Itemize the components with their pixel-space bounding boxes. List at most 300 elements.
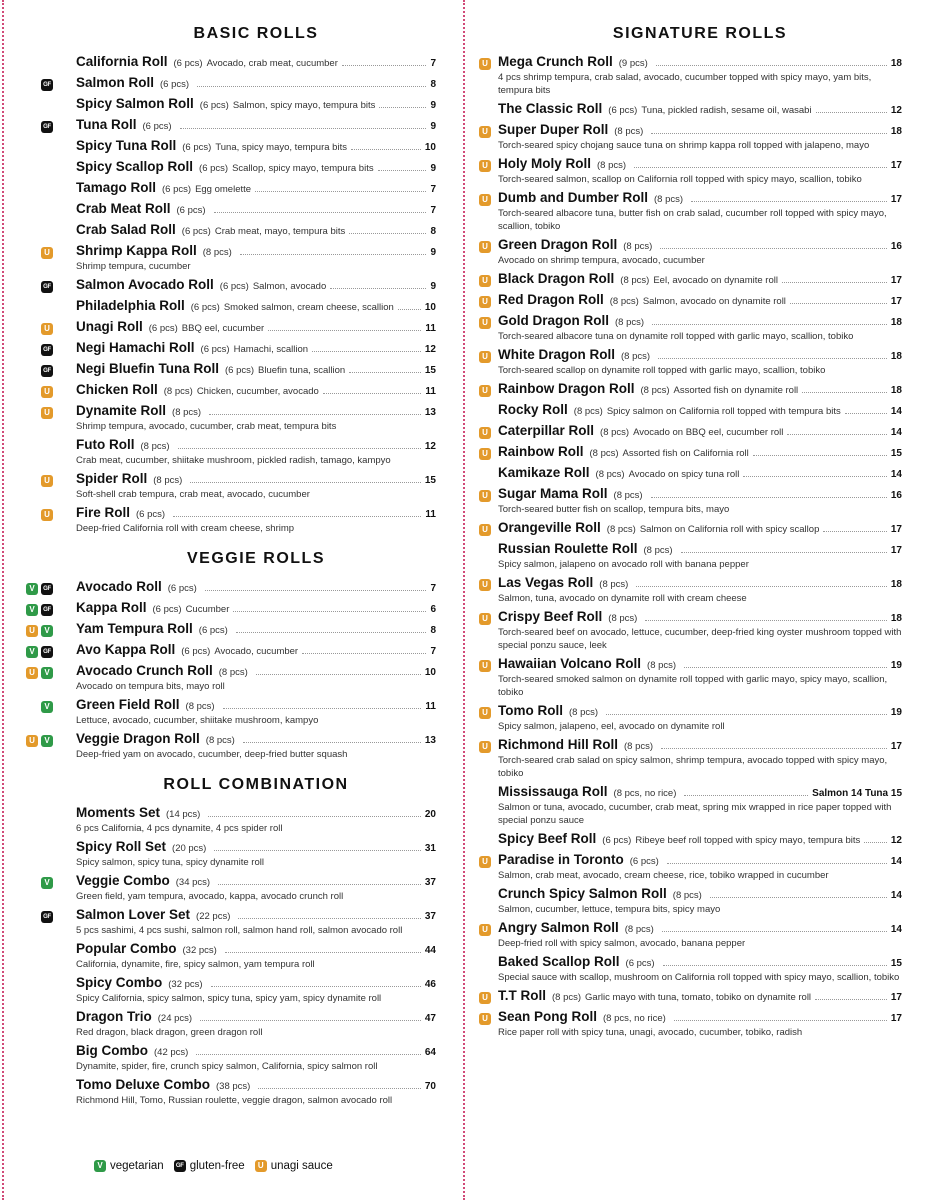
item-description: Avocado, cucumber <box>214 646 299 657</box>
dot-leader <box>379 107 426 108</box>
menu-item[interactable] <box>482 444 902 465</box>
item-price: 11 <box>425 386 436 397</box>
item-name: Caterpillar Roll <box>498 423 595 438</box>
menu-item[interactable] <box>76 1043 436 1077</box>
item-subtext: Avocado on shrimp tempura, avocado, cucumber <box>498 255 705 266</box>
item-name: Salmon Roll <box>76 75 155 90</box>
item-count: (32 pcs) <box>182 945 217 956</box>
menu-item[interactable] <box>482 381 902 402</box>
item-badges <box>41 475 53 487</box>
item-description: Spicy salmon on California roll topped with tempura bits <box>606 406 841 417</box>
dot-leader <box>190 482 421 483</box>
menu-item[interactable] <box>482 190 902 237</box>
item-subtext: Spicy California, spicy salmon, spicy tuna, spicy yam, spicy dynamite roll <box>76 993 382 1004</box>
item-line <box>76 96 436 117</box>
menu-item[interactable] <box>76 839 436 873</box>
item-count: (14 pcs) <box>166 809 201 820</box>
unagi-sauce-icon: U <box>479 1013 491 1025</box>
menu-item[interactable] <box>76 298 436 319</box>
item-badges <box>26 583 53 595</box>
menu-item[interactable] <box>498 784 902 831</box>
gluten-free-icon: GF <box>41 121 53 133</box>
unagi-sauce-icon: U <box>479 856 491 868</box>
dot-leader <box>634 167 887 168</box>
item-name: Tuna Roll <box>76 117 137 132</box>
menu-item[interactable] <box>44 873 436 907</box>
item-price: 7 <box>430 646 436 657</box>
dot-leader <box>197 86 426 87</box>
item-description: Egg omelette <box>195 184 252 195</box>
item-name: Paradise in Toronto <box>498 852 624 867</box>
unagi-sauce-icon: U <box>41 509 53 521</box>
item-name: Spicy Beef Roll <box>498 831 597 846</box>
menu-item[interactable] <box>44 403 436 437</box>
item-price: 14 <box>890 427 902 438</box>
item-badges <box>479 385 491 397</box>
item-name: Popular Combo <box>76 941 177 956</box>
menu-item[interactable] <box>43 117 436 138</box>
section-heading: VEGGIE ROLLS <box>186 550 325 567</box>
dot-leader <box>782 282 887 283</box>
item-badges <box>479 660 491 672</box>
item-price: 9 <box>430 121 436 132</box>
vegetarian-icon: V <box>41 735 53 747</box>
item-name: Hawaiian Volcano Roll <box>498 656 642 671</box>
item-badges <box>479 160 491 172</box>
menu-item[interactable] <box>482 852 902 886</box>
item-subtext: Torch-seared scallop on dynamite roll topped with garlic mayo, scallion, tobiko <box>498 365 826 376</box>
item-badges <box>479 275 491 287</box>
dot-leader <box>342 65 427 66</box>
menu-item[interactable] <box>482 520 902 541</box>
dot-leader <box>302 653 426 654</box>
item-name: Spicy Combo <box>76 975 163 990</box>
item-name: T.T Roll <box>498 988 546 1003</box>
legend-label: unagi sauce <box>270 1160 333 1172</box>
item-subtext: 4 pcs shrimp tempura, crab salad, avocado, cucumber topped with spicy mayo, yam bits, tempura bits <box>498 72 872 96</box>
menu-item[interactable] <box>76 1077 436 1111</box>
unagi-sauce-icon: U <box>479 924 491 936</box>
dot-leader <box>787 434 886 435</box>
item-name: Mega Crunch Roll <box>498 54 613 69</box>
dot-leader <box>674 1020 887 1021</box>
item-name: Green Dragon Roll <box>498 237 618 252</box>
menu-item[interactable] <box>29 600 436 621</box>
item-count: (8 pcs) <box>140 441 170 452</box>
left-column <box>29 14 436 1111</box>
gluten-free-icon: GF <box>41 604 53 616</box>
menu-item[interactable] <box>76 159 436 180</box>
item-name: Richmond Hill Roll <box>498 737 618 752</box>
dot-leader <box>753 455 887 456</box>
item-name: Veggie Dragon Roll <box>76 731 200 746</box>
unagi-sauce-icon: U <box>479 58 491 70</box>
menu-item[interactable] <box>76 222 436 243</box>
menu-item[interactable] <box>44 697 436 731</box>
dot-leader <box>645 620 887 621</box>
menu-item[interactable] <box>498 954 902 988</box>
menu-item[interactable] <box>76 941 436 975</box>
item-name: Veggie Combo <box>76 873 170 888</box>
item-count: (6 pcs) <box>162 184 192 195</box>
menu-item[interactable] <box>44 243 436 277</box>
item-subtext: Torch-seared smoked salmon on dynamite roll topped with garlic mayo, spicy mayo, scallion, tobiko <box>498 674 888 698</box>
menu-item[interactable] <box>482 609 902 656</box>
item-name: Las Vegas Roll <box>498 575 594 590</box>
item-count: (8 pcs) <box>185 701 215 712</box>
item-price: 9 <box>430 163 436 174</box>
item-description: Cucumber <box>185 604 230 615</box>
item-badges <box>41 121 53 133</box>
unagi-sauce-icon: U <box>479 385 491 397</box>
item-subtext: California, dynamite, fire, spicy salmon, yam tempura roll <box>76 959 315 970</box>
item-badges <box>479 58 491 70</box>
item-name: Orangeville Roll <box>498 520 601 535</box>
item-count: (6 pcs) <box>176 205 206 216</box>
veggie-rolls-section <box>29 539 436 765</box>
item-badges <box>479 992 491 1004</box>
menu-item[interactable] <box>29 731 436 765</box>
item-badges <box>479 924 491 936</box>
item-badges <box>479 194 491 206</box>
dot-leader <box>255 191 426 192</box>
item-count: (8 pcs) <box>608 613 638 624</box>
item-price: 17 <box>890 992 902 1003</box>
item-name: Philadelphia Roll <box>76 298 185 313</box>
item-line <box>76 54 436 75</box>
item-subtext: Dynamite, spider, fire, crunch spicy salmon, California, spicy salmon roll <box>76 1061 378 1072</box>
menu-item[interactable] <box>43 907 436 941</box>
menu-item[interactable] <box>29 579 436 600</box>
item-badges <box>479 317 491 329</box>
item-subtext: Avocado on tempura bits, mayo roll <box>76 681 225 692</box>
dot-leader <box>606 714 887 715</box>
item-name: Spicy Tuna Roll <box>76 138 177 153</box>
dot-leader <box>223 708 422 709</box>
item-badges <box>479 351 491 363</box>
item-name: Sugar Mama Roll <box>498 486 608 501</box>
item-price: 44 <box>424 945 436 956</box>
item-name: Negi Hamachi Roll <box>76 340 195 355</box>
item-count: (8 pcs) <box>621 351 651 362</box>
item-name: Rainbow Dragon Roll <box>498 381 635 396</box>
menu-item[interactable] <box>482 347 902 381</box>
item-description: Salmon on California roll with spicy scallop <box>639 524 820 535</box>
item-badges <box>479 126 491 138</box>
item-subtext: Soft-shell crab tempura, crab meat, avocado, cucumber <box>76 489 310 500</box>
item-subtext: Torch-seared albacore tuna, butter fish on crab salad, cucumber roll topped with spicy mayo, scallion, tobiko <box>498 208 887 232</box>
item-description: Avocado, crab meat, cucumber <box>206 58 338 69</box>
item-badges <box>479 707 491 719</box>
item-price: 8 <box>430 625 436 636</box>
menu-item[interactable] <box>44 505 436 539</box>
dot-leader <box>323 393 422 394</box>
item-price: 11 <box>425 323 436 334</box>
dot-leader <box>218 884 421 885</box>
item-subtext: Spicy salmon, spicy tuna, spicy dynamite roll <box>76 857 264 868</box>
menu-item[interactable] <box>76 1009 436 1043</box>
menu-item[interactable] <box>482 156 902 190</box>
unagi-sauce-icon: U <box>26 625 38 637</box>
item-name: Kappa Roll <box>76 600 147 615</box>
menu-item[interactable] <box>482 313 902 347</box>
item-line <box>76 159 436 180</box>
unagi-sauce-icon: U <box>479 351 491 363</box>
dot-leader <box>845 413 887 414</box>
item-line <box>76 180 436 201</box>
legend-item <box>174 1160 245 1172</box>
item-price: 7 <box>430 205 436 216</box>
item-count: (8 pcs) <box>647 660 677 671</box>
menu-item[interactable] <box>76 96 436 117</box>
item-price: 70 <box>424 1081 436 1092</box>
item-price: 8 <box>430 79 436 90</box>
unagi-sauce-icon: U <box>479 160 491 172</box>
unagi-sauce-icon: U <box>479 194 491 206</box>
item-badges <box>41 911 53 923</box>
item-count: (6 pcs) <box>152 604 182 615</box>
item-subtext: 5 pcs sashimi, 4 pcs sushi, salmon roll, salmon hand roll, salmon avocado roll <box>76 925 403 936</box>
menu-item[interactable] <box>482 271 902 292</box>
item-price: 64 <box>424 1047 436 1058</box>
section-heading: ROLL COMBINATION <box>163 776 349 793</box>
gluten-free-icon: GF <box>174 1160 186 1172</box>
menu-item[interactable] <box>76 975 436 1009</box>
menu-item[interactable] <box>43 340 436 361</box>
item-name: Spider Roll <box>76 471 148 486</box>
item-price: 17 <box>890 296 902 307</box>
menu-item[interactable] <box>44 471 436 505</box>
legend-item <box>255 1160 333 1172</box>
item-subtext: Green field, yam tempura, avocado, kappa, avocado crunch roll <box>76 891 344 902</box>
right-column <box>482 14 902 1043</box>
item-name: Shrimp Kappa Roll <box>76 243 197 258</box>
item-count: (8 pcs) <box>609 296 639 307</box>
menu-item[interactable] <box>29 663 436 697</box>
menu-item[interactable] <box>482 292 902 313</box>
item-price: 46 <box>424 979 436 990</box>
menu-item[interactable] <box>482 737 902 784</box>
item-badges <box>41 386 53 398</box>
menu-item[interactable] <box>498 465 902 486</box>
menu-item[interactable] <box>76 437 436 471</box>
menu-item[interactable] <box>44 319 436 340</box>
item-line <box>498 444 902 465</box>
dot-leader <box>663 965 887 966</box>
dot-leader <box>258 1088 421 1089</box>
legend <box>94 1160 333 1172</box>
menu-item[interactable] <box>44 382 436 403</box>
item-line <box>76 138 436 159</box>
menu-item[interactable] <box>76 180 436 201</box>
item-price: 18 <box>890 579 902 590</box>
item-badges <box>26 735 53 747</box>
vegetarian-icon: V <box>41 877 53 889</box>
item-price: 6 <box>430 604 436 615</box>
unagi-sauce-icon: U <box>26 735 38 747</box>
item-name: Angry Salmon Roll <box>498 920 619 935</box>
menu-item[interactable] <box>43 75 436 96</box>
item-badges <box>41 365 53 377</box>
item-name: Spicy Salmon Roll <box>76 96 194 111</box>
unagi-sauce-icon: U <box>479 126 491 138</box>
dot-leader <box>681 552 887 553</box>
menu-item[interactable] <box>76 54 436 75</box>
center-divider <box>463 0 465 1200</box>
unagi-sauce-icon: U <box>41 323 53 335</box>
unagi-sauce-icon: U <box>479 490 491 502</box>
item-badges <box>41 701 53 713</box>
gluten-free-icon: GF <box>41 365 53 377</box>
item-name: The Classic Roll <box>498 101 603 116</box>
item-count: (6 pcs) <box>136 509 166 520</box>
item-subtext: Salmon, crab meat, avocado, cream cheese, rice, tobiko wrapped in cucumber <box>498 870 829 881</box>
menu-item[interactable] <box>482 237 902 271</box>
item-count: (8 pcs) <box>640 385 670 396</box>
menu-item[interactable] <box>29 621 436 642</box>
dot-leader <box>330 288 426 289</box>
dot-leader <box>661 748 887 749</box>
item-count: (8 pcs) <box>606 524 636 535</box>
item-price: 11 <box>425 509 436 520</box>
item-count: (6 pcs) <box>225 365 255 376</box>
item-name: Russian Roulette Roll <box>498 541 638 556</box>
item-price: 47 <box>424 1013 436 1024</box>
dot-leader <box>236 632 427 633</box>
item-count: (8 pcs) <box>613 490 643 501</box>
unagi-sauce-icon: U <box>26 667 38 679</box>
item-price: 18 <box>890 58 902 69</box>
menu-item[interactable] <box>498 831 902 852</box>
menu-item[interactable] <box>482 920 902 954</box>
section-heading: SIGNATURE ROLLS <box>612 25 788 42</box>
item-name: Moments Set <box>76 805 161 820</box>
item-price: 11 <box>425 701 436 712</box>
item-price: 9 <box>430 281 436 292</box>
item-count: (6 pcs) <box>199 163 229 174</box>
item-description: Garlic mayo with tuna, tomato, tobiko on dynamite roll <box>585 992 812 1003</box>
dot-leader <box>178 448 421 449</box>
menu-item[interactable] <box>482 486 902 520</box>
item-count: (6 pcs) <box>182 142 212 153</box>
menu-item[interactable] <box>498 541 902 575</box>
menu-item[interactable] <box>498 101 902 122</box>
menu-item[interactable] <box>29 642 436 663</box>
item-subtext: Torch-seared spicy chojang sauce tuna on shrimp kappa roll topped with jalapeno, mayo <box>498 140 870 151</box>
menu-item[interactable] <box>76 201 436 222</box>
item-line <box>498 292 902 313</box>
item-count: (6 pcs) <box>160 79 190 90</box>
item-line <box>498 423 902 444</box>
item-price: 12 <box>890 835 902 846</box>
dot-leader <box>208 816 421 817</box>
item-price: 9 <box>430 247 436 258</box>
gluten-free-icon: GF <box>41 646 53 658</box>
item-line <box>76 319 436 340</box>
item-count: (6 pcs) <box>190 302 220 313</box>
item-count: (6 pcs) <box>198 625 228 636</box>
menu-item[interactable] <box>43 361 436 382</box>
item-count: (8 pcs) <box>153 475 183 486</box>
item-count: (8 pcs) <box>595 469 625 480</box>
item-price: 8 <box>430 226 436 237</box>
menu-item[interactable] <box>482 988 902 1009</box>
item-price: 15 <box>890 448 902 459</box>
vegetarian-icon: V <box>41 701 53 713</box>
section-heading: BASIC ROLLS <box>193 25 319 42</box>
item-count: (6 pcs) <box>142 121 172 132</box>
item-badges <box>26 604 53 616</box>
item-name: Dumb and Dumber Roll <box>498 190 649 205</box>
item-line <box>76 277 436 298</box>
item-subtext: Lettuce, avocado, cucumber, shiitake mushroom, kampyo <box>76 715 319 726</box>
dot-leader <box>349 372 421 373</box>
menu-item[interactable] <box>482 423 902 444</box>
item-price: 16 <box>890 490 902 501</box>
item-price: 18 <box>890 351 902 362</box>
item-count: (22 pcs) <box>196 911 231 922</box>
menu-item[interactable] <box>482 656 902 703</box>
item-name: Avocado Crunch Roll <box>76 663 213 678</box>
item-name: Rainbow Roll <box>498 444 584 459</box>
item-count: (8 pcs) <box>624 741 654 752</box>
menu-item[interactable] <box>76 138 436 159</box>
item-badges <box>41 323 53 335</box>
item-price: 15 <box>890 958 902 969</box>
unagi-sauce-icon: U <box>479 579 491 591</box>
unagi-sauce-icon: U <box>41 475 53 487</box>
menu-item[interactable] <box>482 575 902 609</box>
dot-leader <box>173 516 421 517</box>
menu-item[interactable] <box>498 402 902 423</box>
item-price: 19 <box>890 707 902 718</box>
item-count: (8 pcs) <box>600 427 630 438</box>
unagi-sauce-icon: U <box>479 448 491 460</box>
item-count: (8 pcs) <box>569 707 599 718</box>
menu-item[interactable] <box>482 54 902 101</box>
item-price: 17 <box>890 1013 902 1024</box>
item-count: (8 pcs) <box>654 194 684 205</box>
item-name: Rocky Roll <box>498 402 568 417</box>
item-price: Salmon 14 Tuna 15 <box>812 788 902 799</box>
item-subtext: Torch-seared albacore tuna on dynamite roll topped with garlic mayo, scallion, tobiko <box>498 331 854 342</box>
item-name: Tomo Roll <box>498 703 563 718</box>
item-count: (34 pcs) <box>175 877 211 888</box>
item-name: Black Dragon Roll <box>498 271 615 286</box>
unagi-sauce-icon: U <box>479 296 491 308</box>
item-count: (6 pcs) <box>200 344 230 355</box>
item-count: (8 pcs) <box>573 406 603 417</box>
dot-leader <box>214 212 427 213</box>
item-count: (8 pcs) <box>624 924 654 935</box>
dot-leader <box>658 358 887 359</box>
menu-item[interactable] <box>76 805 436 839</box>
item-price: 19 <box>890 660 902 671</box>
item-description: Chicken, cucumber, avocado <box>196 386 319 397</box>
item-name: Spicy Scallop Roll <box>76 159 194 174</box>
menu-item[interactable] <box>482 122 902 156</box>
item-badges <box>479 741 491 753</box>
menu-item[interactable] <box>498 886 902 920</box>
item-line <box>498 271 902 292</box>
item-count: (38 pcs) <box>216 1081 251 1092</box>
menu-item[interactable] <box>43 277 436 298</box>
item-price: 10 <box>424 667 436 678</box>
item-description: Scallop, spicy mayo, tempura bits <box>232 163 374 174</box>
menu-item[interactable] <box>482 703 902 737</box>
item-line <box>76 621 436 642</box>
menu-item[interactable] <box>482 1009 902 1043</box>
